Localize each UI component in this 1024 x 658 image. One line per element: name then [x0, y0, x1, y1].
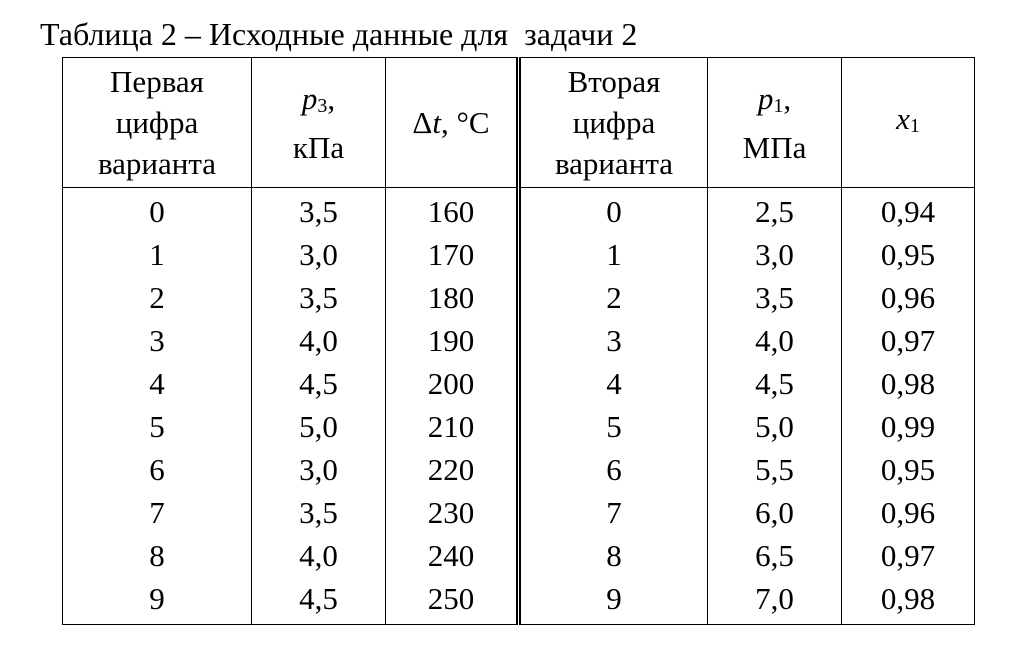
table-cell: 4,5 — [252, 362, 386, 405]
table-cell: 4,5 — [708, 362, 842, 405]
table-cell: 0,94 — [842, 188, 975, 234]
header-first-digit-line: цифра — [115, 105, 199, 140]
table-cell: 0,97 — [842, 534, 975, 577]
table-cell: 6 — [63, 448, 252, 491]
table-cell: 0 — [519, 188, 708, 234]
delta-symbol: Δ — [412, 105, 433, 140]
table-cell: 5 — [63, 405, 252, 448]
table-cell: 4,0 — [252, 534, 386, 577]
p3-comma: , — [327, 80, 336, 116]
p3-symbol: p — [301, 80, 318, 116]
table-cell: 3 — [519, 319, 708, 362]
data-table — [62, 57, 975, 625]
table-cell: 7 — [519, 491, 708, 534]
table-cell: 170 — [386, 233, 519, 276]
table-cell: 4,5 — [252, 577, 386, 625]
table-cell: 4 — [519, 362, 708, 405]
table-cell: 6 — [519, 448, 708, 491]
table-row — [63, 448, 975, 491]
header-first-digit — [63, 58, 252, 188]
table-cell: 4,0 — [252, 319, 386, 362]
p1-comma: , — [783, 80, 792, 116]
header-x1 — [842, 58, 975, 188]
table-cell: 3,5 — [708, 276, 842, 319]
table-cell: 6,5 — [708, 534, 842, 577]
table-cell: 1 — [519, 233, 708, 276]
header-p3 — [252, 58, 386, 188]
table-cell: 250 — [386, 577, 519, 625]
table-cell: 4,0 — [708, 319, 842, 362]
table-body — [63, 188, 975, 625]
table-row — [63, 233, 975, 276]
table-cell: 0,98 — [842, 362, 975, 405]
table-cell: 3,0 — [252, 448, 386, 491]
table-cell: 2 — [63, 276, 252, 319]
table-cell: 7 — [63, 491, 252, 534]
header-p1 — [708, 58, 842, 188]
p1-subscript: 1 — [773, 94, 784, 117]
table-row — [63, 491, 975, 534]
table-cell: 5,0 — [708, 405, 842, 448]
header-first-digit-line: варианта — [97, 146, 217, 181]
table-cell: 0,99 — [842, 405, 975, 448]
table-cell: 9 — [519, 577, 708, 625]
table-cell: 0,95 — [842, 233, 975, 276]
table-row — [63, 577, 975, 625]
table-cell: 2,5 — [708, 188, 842, 234]
p3-subscript: 3 — [317, 94, 328, 117]
table-cell: 240 — [386, 534, 519, 577]
table-cell: 180 — [386, 276, 519, 319]
table-cell: 3 — [63, 319, 252, 362]
table-cell: 4 — [63, 362, 252, 405]
table-cell: 0,96 — [842, 276, 975, 319]
table-caption: Таблица 2 – Исходные данные для задачи 2 — [40, 16, 638, 52]
header-row — [63, 58, 975, 188]
p3-unit: кПа — [292, 129, 345, 165]
table-cell: 0,98 — [842, 577, 975, 625]
table-cell: 3,5 — [252, 491, 386, 534]
table-cell: 0 — [63, 188, 252, 234]
table-cell: 2 — [519, 276, 708, 319]
table-cell: 5,0 — [252, 405, 386, 448]
table-cell: 210 — [386, 405, 519, 448]
t-symbol: t — [432, 105, 441, 140]
table-cell: 9 — [63, 577, 252, 625]
x1-subscript: 1 — [909, 115, 920, 137]
table-cell: 3,0 — [252, 233, 386, 276]
table-cell: 0,97 — [842, 319, 975, 362]
header-second-digit-line: Вторая — [567, 64, 661, 99]
header-delta-t — [386, 58, 519, 188]
table-cell: 220 — [386, 448, 519, 491]
table-row — [63, 405, 975, 448]
table-cell: 3,0 — [708, 233, 842, 276]
header-second-digit-line: варианта — [554, 146, 674, 181]
table-cell: 200 — [386, 362, 519, 405]
table-cell: 230 — [386, 491, 519, 534]
table-cell: 7,0 — [708, 577, 842, 625]
table-row — [63, 276, 975, 319]
table-cell: 190 — [386, 319, 519, 362]
table-cell: 3,5 — [252, 276, 386, 319]
table-cell: 160 — [386, 188, 519, 234]
table-row — [63, 534, 975, 577]
table-cell: 1 — [63, 233, 252, 276]
header-second-digit-line: цифра — [572, 105, 656, 140]
p1-symbol: p — [757, 80, 774, 116]
table-cell: 6,0 — [708, 491, 842, 534]
p1-unit: МПа — [742, 129, 807, 165]
table-row — [63, 319, 975, 362]
table-cell: 0,95 — [842, 448, 975, 491]
table-row — [63, 188, 975, 234]
delta-t-unit: , °С — [440, 105, 490, 140]
table-cell: 5 — [519, 405, 708, 448]
header-second-digit — [519, 58, 708, 188]
table-row — [63, 362, 975, 405]
table-cell: 5,5 — [708, 448, 842, 491]
header-first-digit-line: Первая — [110, 64, 204, 99]
table-cell: 3,5 — [252, 188, 386, 234]
table-cell: 8 — [519, 534, 708, 577]
table-cell: 0,96 — [842, 491, 975, 534]
x1-symbol: x — [896, 101, 910, 136]
table-cell: 8 — [63, 534, 252, 577]
